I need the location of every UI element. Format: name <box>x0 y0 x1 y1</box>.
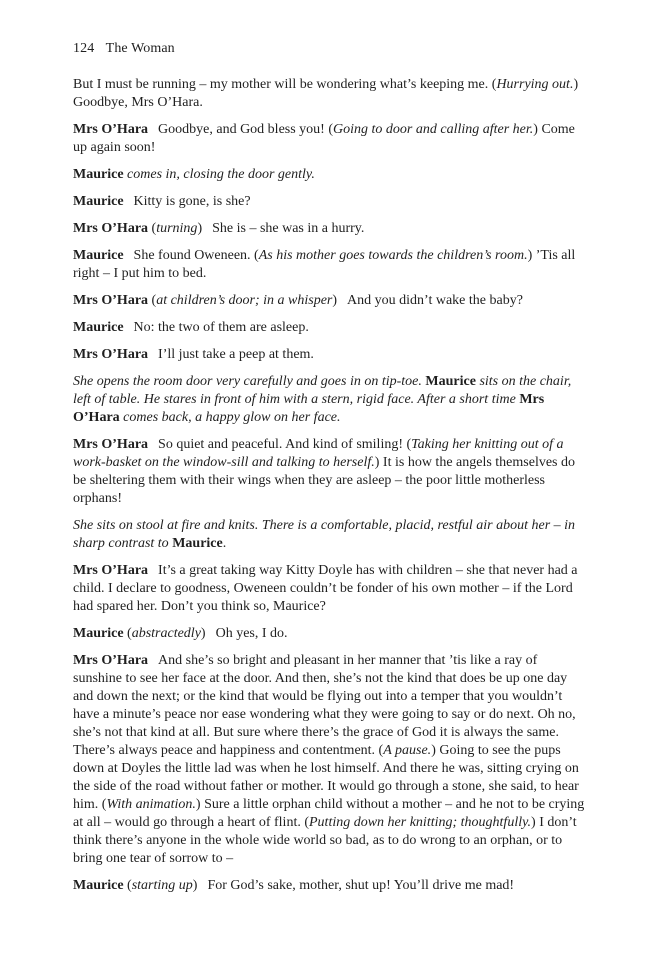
stage-direction: Taking her knitting out of a work-basket on the window-sill and talking to herself. <box>73 437 564 470</box>
speech-text: ) Come up again soon! <box>73 122 575 155</box>
dialogue-paragraph <box>73 652 588 868</box>
speaker-name: Maurice <box>425 374 476 389</box>
paren-open: ( <box>148 293 157 308</box>
speaker-name: Mrs O’Hara <box>73 347 149 362</box>
stage-direction: With animation. <box>106 797 196 812</box>
dialogue-paragraph <box>73 121 588 157</box>
speaker-name: Mrs O’Hara <box>73 221 149 236</box>
speech-text: And she’s so bright and pleasant in her manner that ’tis like a ray of sunshine to see her face at the door. And then, she’s not the kind that does be up one day and down the next; or the kind that would be flying out into a temper that you wouldn’t have a minute’s peace nor ease wondering what they were going to say or do next. Oh no, she’s not that kind at all. But sure where there’s the grace of God it is always the same. There’s always peace and happiness and contentment. ( <box>73 653 576 758</box>
stage-direction: Going to door and calling after her. <box>333 122 534 137</box>
speech-text: So quiet and peaceful. And kind of smiling! ( <box>158 437 412 452</box>
paren-open: ( <box>123 878 132 893</box>
speaker-name: Maurice <box>73 194 124 209</box>
dialogue-paragraph <box>73 220 588 238</box>
paren-open: ( <box>123 626 132 641</box>
dialogue-paragraph <box>73 76 588 112</box>
dialogue-paragraph <box>73 319 588 337</box>
dialogue-paragraph <box>73 562 588 616</box>
speech-text: Oh yes, I do. <box>215 626 288 641</box>
speech-text: ) Sure a little orphan child without a mother – and he not to be crying at all – would go through a heart of flint. ( <box>73 797 585 830</box>
stage-direction: Putting down her knitting; thoughtfully. <box>309 815 532 830</box>
paren-close: ) <box>192 878 198 893</box>
speech-text: No: the two of them are asleep. <box>133 320 309 335</box>
speech-text: But I must be running – my mother will be wondering what’s keeping me. ( <box>73 77 497 92</box>
dialogue-paragraph <box>73 877 588 895</box>
paren-open: ( <box>148 221 157 236</box>
speaker-name: Mrs O’Hara <box>73 437 149 452</box>
stage-direction-paragraph <box>73 373 588 427</box>
speaker-name: Maurice <box>73 248 124 263</box>
speaker-name: Mrs O’Hara <box>73 122 149 137</box>
speech-text: ) Goodbye, Mrs O’Hara. <box>73 77 579 110</box>
speech-text: And you didn’t wake the baby? <box>347 293 523 308</box>
speech-text: . <box>222 536 227 551</box>
speaker-name: Maurice <box>73 626 124 641</box>
speaker-name: Mrs O’Hara <box>73 293 149 308</box>
paren-close: ) <box>332 293 338 308</box>
speech-text: I’ll just take a peep at them. <box>158 347 314 362</box>
running-title: The Woman <box>105 41 175 56</box>
stage-direction: starting up <box>131 878 193 893</box>
speaker-name: Maurice <box>172 536 223 551</box>
speech-text: Goodbye, and God bless you! ( <box>158 122 334 137</box>
speech-text: ) ’Tis all right – I put him to bed. <box>73 248 576 281</box>
paren-close: ) <box>197 221 203 236</box>
dialogue-paragraph <box>73 193 588 211</box>
speech-text: It’s a great taking way Kitty Doyle has with children – she that never had a child. I declare to goodness, Oweneen couldn’t be fonder of his own mother – if the Lord had spared her. Don’t you think so, Maurice? <box>73 563 578 614</box>
dialogue-paragraph <box>73 247 588 283</box>
speech-text: ) It is how the angels themselves do be sheltering them with their wings when they are asleep – the poor little motherless orphans! <box>73 455 576 506</box>
running-header <box>73 40 588 58</box>
stage-direction: turning <box>156 221 198 236</box>
stage-direction: abstractedly <box>131 626 201 641</box>
stage-direction: As his mother goes towards the children’s room. <box>258 248 528 263</box>
stage-direction: She sits on stool at fire and knits. There is a comfortable, placid, restful air about her – in sharp contrast to <box>73 518 576 551</box>
speech-text: Kitty is gone, is she? <box>133 194 251 209</box>
dialogue-paragraph <box>73 292 588 310</box>
speaker-name: Maurice <box>73 878 124 893</box>
dialogue-paragraph <box>73 436 588 508</box>
speaker-name: Maurice <box>73 167 124 182</box>
stage-direction: A pause. <box>383 743 432 758</box>
stage-direction: She opens the room door very carefully and goes in on tip-toe. <box>73 374 426 389</box>
stage-direction: sits on the chair, left of table. He stares in front of him with a stern, rigid face. After a short time <box>73 374 572 407</box>
speech-text: For God’s sake, mother, shut up! You’ll drive me mad! <box>207 878 515 893</box>
stage-direction-paragraph <box>73 517 588 553</box>
speaker-name: Mrs O’Hara <box>73 392 545 425</box>
speaker-name: Mrs O’Hara <box>73 653 149 668</box>
speaker-name: Maurice <box>73 320 124 335</box>
stage-direction: comes back, a happy glow on her face. <box>119 410 341 425</box>
stage-direction-paragraph <box>73 166 588 184</box>
stage-direction: Hurrying out. <box>496 77 574 92</box>
speech-text: ) Going to see the pups down at Doyles the little lad was when he lost himself. And there he was, sitting crying on the side of the road without father or mother. It would go through a stone, she said, to hear him. ( <box>73 743 579 812</box>
speaker-name: Mrs O’Hara <box>73 563 149 578</box>
page-number: 124 <box>73 41 95 56</box>
speech-text: She is – she was in a hurry. <box>212 221 365 236</box>
stage-direction: comes in, closing the door gently. <box>123 167 315 182</box>
paren-close: ) <box>200 626 206 641</box>
speech-text: She found Oweneen. ( <box>133 248 259 263</box>
stage-direction: at children’s door; in a whisper <box>156 293 333 308</box>
dialogue-paragraph <box>73 346 588 364</box>
dialogue-paragraph <box>73 625 588 643</box>
speech-text: ) I don’t think there’s anyone in the whole wide world so bad, as to do wrong to an orphan, or to bring one tear of sorrow to – <box>73 815 577 866</box>
